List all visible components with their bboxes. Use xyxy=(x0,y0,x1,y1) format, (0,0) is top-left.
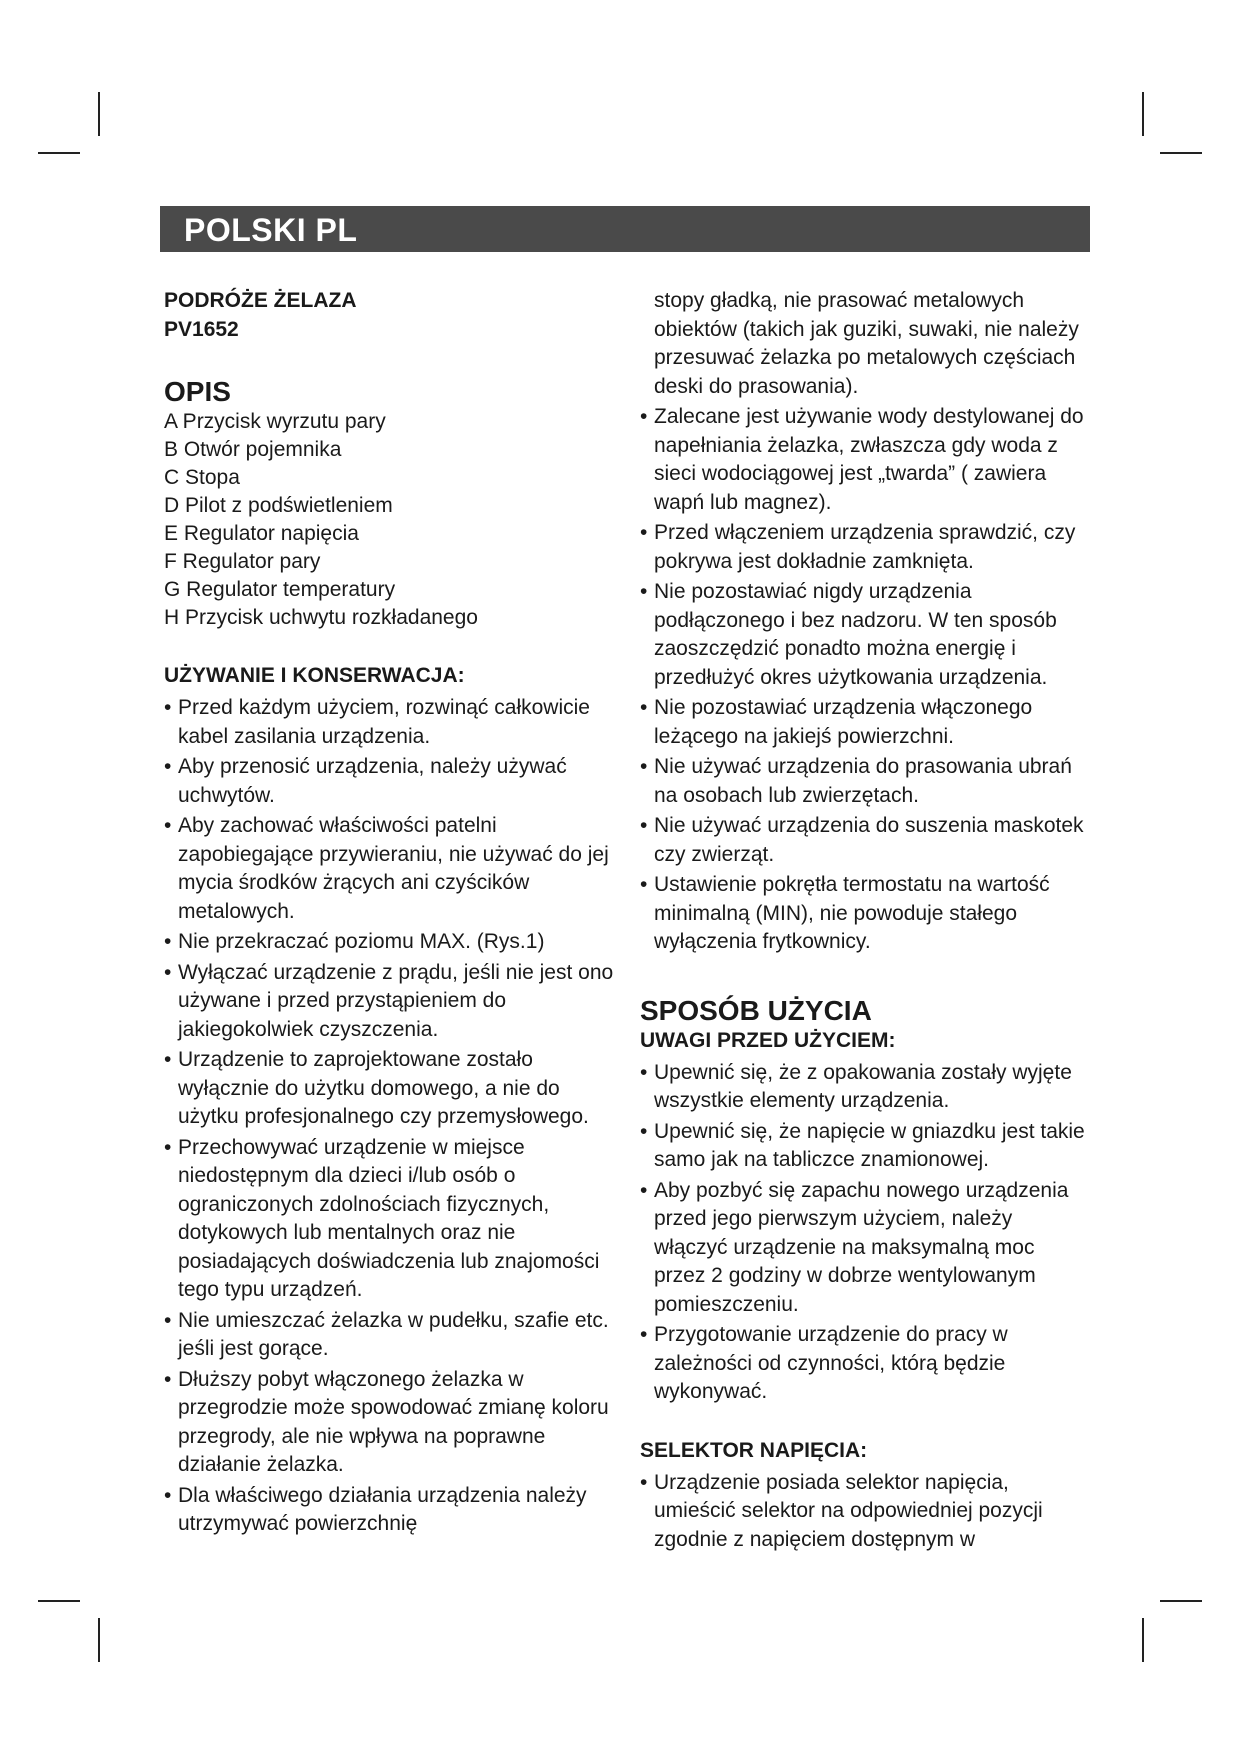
part-item: E Regulator napięcia xyxy=(164,522,359,545)
crop-mark-bottom-left-v xyxy=(98,1618,100,1662)
language-header-title: POLSKI PL xyxy=(184,212,358,248)
part-item: A Przycisk wyrzutu pary xyxy=(164,410,386,433)
usage-item: • Dłuższy pobyt włączonego żelazka w przegrodzie może spowodować zmianę koloru przegrody, ale nie wpływa na poprawne działanie żelazka. xyxy=(164,1366,624,1480)
crop-mark-top-right-v xyxy=(1142,92,1144,136)
usage-item: • Nie przekraczać poziomu MAX. (Rys.1) xyxy=(164,928,624,957)
selektor-item: • Urządzenie posiada selektor napięcia, umieścić selektor na odpowiedniej pozycji zgodnie z napięciem dostępnym w xyxy=(640,1469,1090,1555)
part-item: H Przycisk uchwytu rozkładanego xyxy=(164,606,478,629)
product-name: PODRÓŻE ŻELAZA xyxy=(164,289,357,312)
usage-item: • Wyłączać urządzenie z prądu, jeśli nie jest ono używane i przed przystąpieniem do jakiegokolwiek czyszczenia. xyxy=(164,959,624,1045)
part-item: F Regulator pary xyxy=(164,550,321,573)
usage-item: • Przechowywać urządzenie w miejsce niedostępnym dla dzieci i/lub osób o ograniczonych zdolnościach fizycznych, dotykowych lub mentalnych oraz nie posiadających doświadczenia lub znajomości tego typu urządzeń. xyxy=(164,1134,624,1305)
sposob-item: • Aby pozbyć się zapachu nowego urządzenia przed jego pierwszym użyciem, należy włączyć urządzenie na maksymalną moc przez 2 godziny w dobrze wentylowanym pomieszczeniu. xyxy=(640,1177,1090,1320)
usage-item: • Aby zachować właściwości patelni zapobiegające przywieraniu, nie używać do jej mycia środków żrących ani czyścików metalowych. xyxy=(164,812,624,926)
crop-mark-bottom-right-h xyxy=(1160,1600,1202,1602)
usage-item-continued: stopy gładką, nie prasować metalowych obiektów (takich jak guziki, suwaki, nie należy przesuwać żelazka po metalowych częściach deski do prasowania). xyxy=(654,289,1079,398)
usage-item: • Dla właściwego działania urządzenia należy utrzymywać powierzchnię xyxy=(164,1482,624,1539)
crop-mark-top-left-v xyxy=(98,92,100,136)
right-column xyxy=(640,287,1090,1556)
opis-heading: OPIS xyxy=(164,376,231,407)
usage-list xyxy=(164,694,624,1539)
usage-item: • Przed włączeniem urządzenia sprawdzić, czy pokrywa jest dokładnie zamknięta. xyxy=(640,519,1090,576)
sposob-list xyxy=(640,1059,1090,1407)
crop-mark-top-right-h xyxy=(1160,152,1202,154)
left-column xyxy=(164,286,624,1541)
sposob-item: • Upewnić się, że z opakowania zostały wyjęte wszystkie elementy urządzenia. xyxy=(640,1059,1090,1116)
sposob-heading: SPOSÓB UŻYCIA xyxy=(640,994,872,1026)
crop-mark-bottom-left-h xyxy=(38,1600,80,1602)
crop-mark-bottom-right-v xyxy=(1142,1618,1144,1662)
usage-item: • Przed każdym użyciem, rozwinąć całkowicie kabel zasilania urządzenia. xyxy=(164,694,624,751)
usage-heading: UŻYWANIE I KONSERWACJA: xyxy=(164,664,465,687)
sposob-item: • Upewnić się, że napięcie w gniazdku jest takie samo jak na tabliczce znamionowej. xyxy=(640,1118,1090,1175)
sposob-subheading: UWAGI PRZED UŻYCIEM: xyxy=(640,1028,896,1052)
usage-item: • Aby przenosić urządzenia, należy używać uchwytów. xyxy=(164,753,624,810)
part-item: D Pilot z podświetleniem xyxy=(164,494,393,517)
language-header-bar xyxy=(160,206,1090,252)
usage-item: • Urządzenie to zaprojektowane zostało wyłącznie do użytku domowego, a nie do użytku profesjonalnego czy przemysłowego. xyxy=(164,1046,624,1132)
usage-list-continued xyxy=(640,287,1090,957)
usage-item: • Zalecane jest używanie wody destylowanej do napełniania żelazka, zwłaszcza gdy woda z sieci wodociągowej jest „twarda” ( zawiera wapń lub magnez). xyxy=(640,403,1090,517)
crop-mark-top-left-h xyxy=(38,152,80,154)
usage-item: • Nie używać urządzenia do suszenia maskotek czy zwierząt. xyxy=(640,812,1090,869)
usage-item: • Ustawienie pokrętła termostatu na wartość minimalną (MIN), nie powoduje stałego wyłączenia frytkownicy. xyxy=(640,871,1090,957)
usage-item: • Nie umieszczać żelazka w pudełku, szafie etc. jeśli jest gorące. xyxy=(164,1307,624,1364)
product-model: PV1652 xyxy=(164,318,239,341)
sposob-item: • Przygotowanie urządzenie do pracy w zależności od czynności, którą będzie wykonywać. xyxy=(640,1321,1090,1407)
parts-list xyxy=(164,408,624,632)
part-item: C Stopa xyxy=(164,466,240,489)
part-item: B Otwór pojemnika xyxy=(164,438,342,461)
part-item: G Regulator temperatury xyxy=(164,578,396,601)
selektor-list xyxy=(640,1469,1090,1555)
selektor-heading: SELEKTOR NAPIĘCIA: xyxy=(640,1438,868,1462)
usage-item: • Nie używać urządzenia do prasowania ubrań na osobach lub zwierzętach. xyxy=(640,753,1090,810)
usage-item: • Nie pozostawiać nigdy urządzenia podłączonego i bez nadzoru. W ten sposób zaoszczędzić ponadto można energię i przedłużyć okres użytkowania urządzenia. xyxy=(640,578,1090,692)
usage-item: • Nie pozostawiać urządzenia włączonego leżącego na jakiejś powierzchni. xyxy=(640,694,1090,751)
